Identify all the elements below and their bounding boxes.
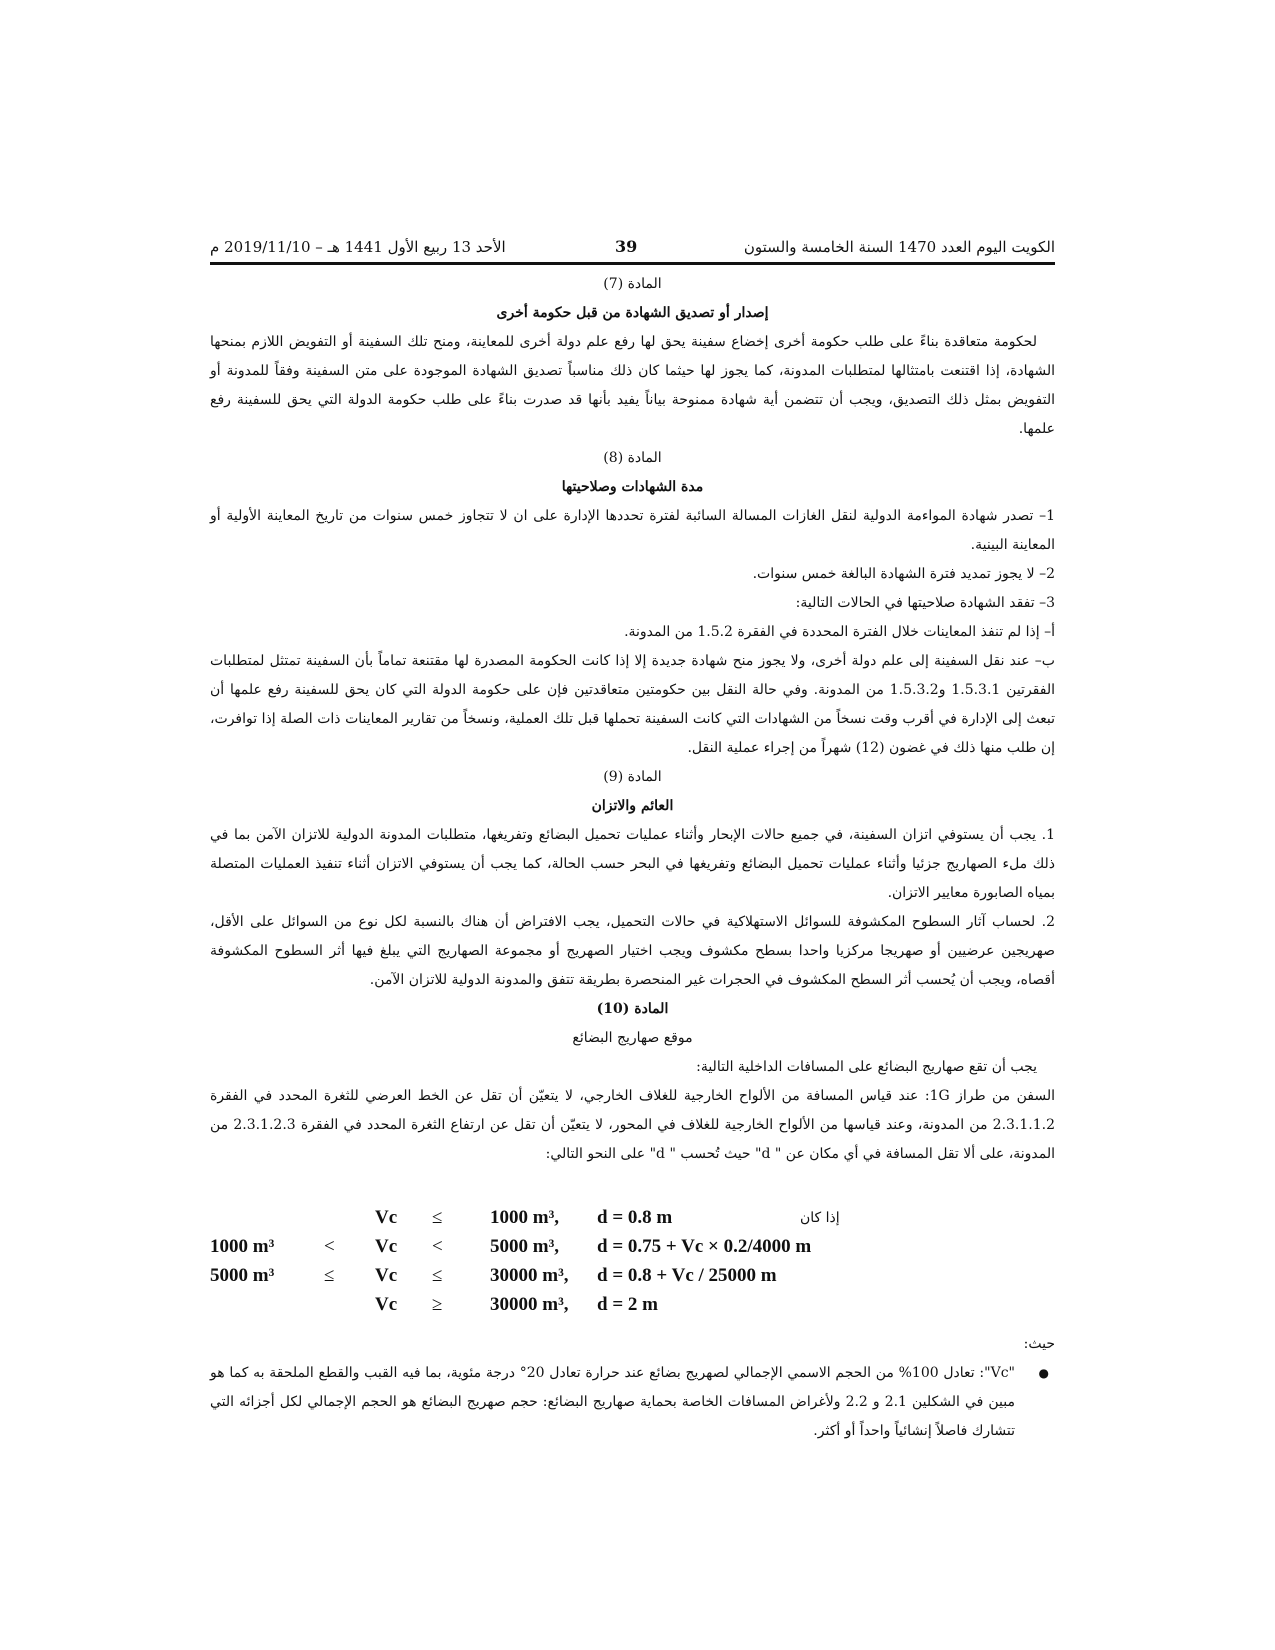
formula-distance: d = 0.8 m <box>597 1207 673 1228</box>
article-10-title: موقع صهاريج البضائع <box>572 1030 693 1046</box>
formula-relation-1: ≤ <box>324 1265 335 1286</box>
article-8-title: مدة الشهادات وصلاحيتها <box>561 479 704 495</box>
article-8-heading: المادة (8) <box>603 450 662 466</box>
article-10-text: السفن من طراز 1G: عند قياس المسافة من الألواح الخارجية للغلاف الخارجي، لا يتعيّن أن تقل عن الخط العرضي للثغرة المحدد في الفقرة 2.3.1.1.2 من المدونة، وعند قياسها من الألواح الخارجية للغلاف في المحور، لا يتعيّن أن تقل عن ارتفاع الثغرة المحدد في الفقرة 2.3.1.2.3 من المدونة، على ألا تقل المسافة في أي مكان عن " d" حيث تُحسب " d" على النحو التالي: <box>210 1088 1055 1162</box>
formula-relation-2: ≤ <box>432 1265 443 1286</box>
formula-if-label: إذا كان <box>800 1210 840 1226</box>
article-8-item-3: 3– تفقد الشهادة صلاحيتها في الحالات التالية: <box>795 595 1055 611</box>
formula-variable: Vc <box>375 1265 398 1286</box>
gazette-issue: الكويت اليوم العدد 1470 السنة الخامسة والستون <box>743 238 1055 256</box>
page-header <box>210 238 1055 265</box>
formula-distance: d = 2 m <box>597 1294 658 1315</box>
formula-relation-1: < <box>324 1236 335 1257</box>
distance-formula-block <box>210 1207 1055 1323</box>
where-bullet-text: "Vc": تعادل 100% من الحجم الاسمي الإجمالي لصهريج بضائع عند حرارة تعادل 20° درجة مئوية، بما فيه القبب والقطع الملحقة به كما هو مبين في الشكلين 2.1 و 2.2 ولأغراض المسافات الخاصة بحماية صهاريج البضائع: حجم صهريج البضائع هو الحجم الإجمالي لكل أجزائه التي تتشارك فاصلاً إنشائياً واحداً أو أكثر. <box>210 1365 1015 1439</box>
article-9-title: العائم والاتزان <box>591 798 674 814</box>
formula-variable: Vc <box>375 1294 398 1315</box>
page-number: 39 <box>615 237 638 256</box>
gazette-date: الأحد 13 ربيع الأول 1441 هـ – 2019/11/10 م <box>210 238 506 256</box>
article-7-text: لحكومة متعاقدة بناءً على طلب حكومة أخرى إخضاع سفينة يحق لها رفع علم دولة أخرى للمعاينة، ومنح تلك السفينة أو التفويض اللازم بمنحها الشهادة، إذا اقتنعت بامتثالها لمتطلبات المدونة، كما يجوز لها حيثما كان ذلك مناسباً تصديق الشهادة الموجودة على متن السفينة وفقاً للمدونة أو التفويض بمثل ذلك التصديق، ويجب أن تتضمن أية شهادة ممنوحة بياناً يفيد بأنها قد صدرت بناءً على طلب حكومة الدولة التي يحق للسفينة رفع علمها. <box>210 334 1055 437</box>
formula-upper-bound: 1000 m³, <box>490 1207 560 1228</box>
formula-lower-bound: 1000 m³ <box>210 1236 275 1257</box>
article-9-heading: المادة (9) <box>603 769 662 785</box>
formula-row <box>210 1207 1055 1236</box>
article-9-item-2: 2. لحساب آثار السطوح المكشوفة للسوائل الاستهلاكية في حالات التحميل، يجب الافتراض أن هناك بالنسبة لكل نوع من السوائل على الأقل، صهريجين عرضيين أو صهريجا مركزيا واحدا بسطح مكشوف ويجب اختيار الصهريج أو مجموعة الصهاريج التي يبلغ فيها أثر السطوح المكشوفة أقصاه، ويجب أن يُحسب أثر السطح المكشوف في الحجرات غير المنحصرة بطريقة تتفق والمدونة الدولية للاتزان الآمن. <box>210 914 1055 988</box>
formula-row <box>210 1236 1055 1265</box>
formula-variable: Vc <box>375 1207 398 1228</box>
article-8-item-3b: ب– عند نقل السفينة إلى علم دولة أخرى، ولا يجوز منح شهادة جديدة إلا إذا كانت الحكومة المصدرة لها مقتنعة تماماً بأن السفينة تمتثل لمتطلبات الفقرتين 1.5.3.1 و1.5.3.2 من المدونة. وفي حالة النقل بين حكومتين متعاقدتين فإن على حكومة الدولة التي كان يحق للسفينة رفع علمها أن تبعث إلى الإدارة في أقرب وقت نسخاً من الشهادات التي كانت السفينة تحملها قبل تلك العملية، ونسخاً من تقارير المعاينات ذات الصلة إذا توافرت، إن طلب منها ذلك في غضون (12) شهراً من إجراء عملية النقل. <box>210 653 1056 756</box>
where-section <box>210 1330 1055 1446</box>
article-8-item-3a: أ– إذا لم تنفذ المعاينات خلال الفترة المحددة في الفقرة 1.5.2 من المدونة. <box>624 624 1055 640</box>
article-9-item-1: 1. يجب أن يستوفي اتزان السفينة، في جميع حالات الإبحار وأثناء عمليات تحميل البضائع وتفريغها، متطلبات المدونة الدولية للاتزان الآمن بما في ذلك ملء الصهاريج جزئيا وأثناء عمليات تحميل البضائع وتفريغها في البحر حسب الحالة، كما يجب أن يستوفي الاتزان أثناء تنفيذ العمليات المتصلة بمياه الصابورة معايير الاتزان. <box>210 827 1055 901</box>
formula-row <box>210 1294 1055 1323</box>
article-7-title: إصدار أو تصديق الشهادة من قبل حكومة أخرى <box>496 305 769 321</box>
formula-upper-bound: 30000 m³, <box>490 1294 569 1315</box>
article-10-intro: يجب أن تقع صهاريج البضائع على المسافات الداخلية التالية: <box>696 1059 1037 1075</box>
formula-variable: Vc <box>375 1236 398 1257</box>
formula-relation-2: < <box>432 1236 443 1257</box>
formula-row <box>210 1265 1055 1294</box>
bullet-icon: ● <box>1038 1366 1049 1380</box>
article-10-heading: المادة (10) <box>596 1001 669 1017</box>
where-bullet-item <box>210 1359 1055 1446</box>
formula-relation-2: ≤ <box>432 1207 443 1228</box>
formula-lower-bound: 5000 m³ <box>210 1265 275 1286</box>
formula-distance: d = 0.75 + Vc × 0.2/4000 m <box>597 1236 812 1257</box>
formula-upper-bound: 30000 m³, <box>490 1265 569 1286</box>
formula-relation-2: ≥ <box>432 1294 443 1315</box>
article-8-item-2: 2– لا يجوز تمديد فترة الشهادة البالغة خمس سنوات. <box>752 566 1055 582</box>
article-8-item-1: 1– تصدر شهادة المواءمة الدولية لنقل الغازات المسالة السائبة لفترة تحددها الإدارة على ان لا تتجاوز خمس سنوات من تاريخ المعاينة الأولية أو المعاينة البينية. <box>210 508 1055 553</box>
where-label: حيث: <box>1023 1336 1055 1352</box>
article-7-heading: المادة (7) <box>603 276 662 292</box>
formula-distance: d = 0.8 + Vc / 25000 m <box>597 1265 777 1286</box>
formula-upper-bound: 5000 m³, <box>490 1236 560 1257</box>
document-body <box>210 270 1055 1169</box>
